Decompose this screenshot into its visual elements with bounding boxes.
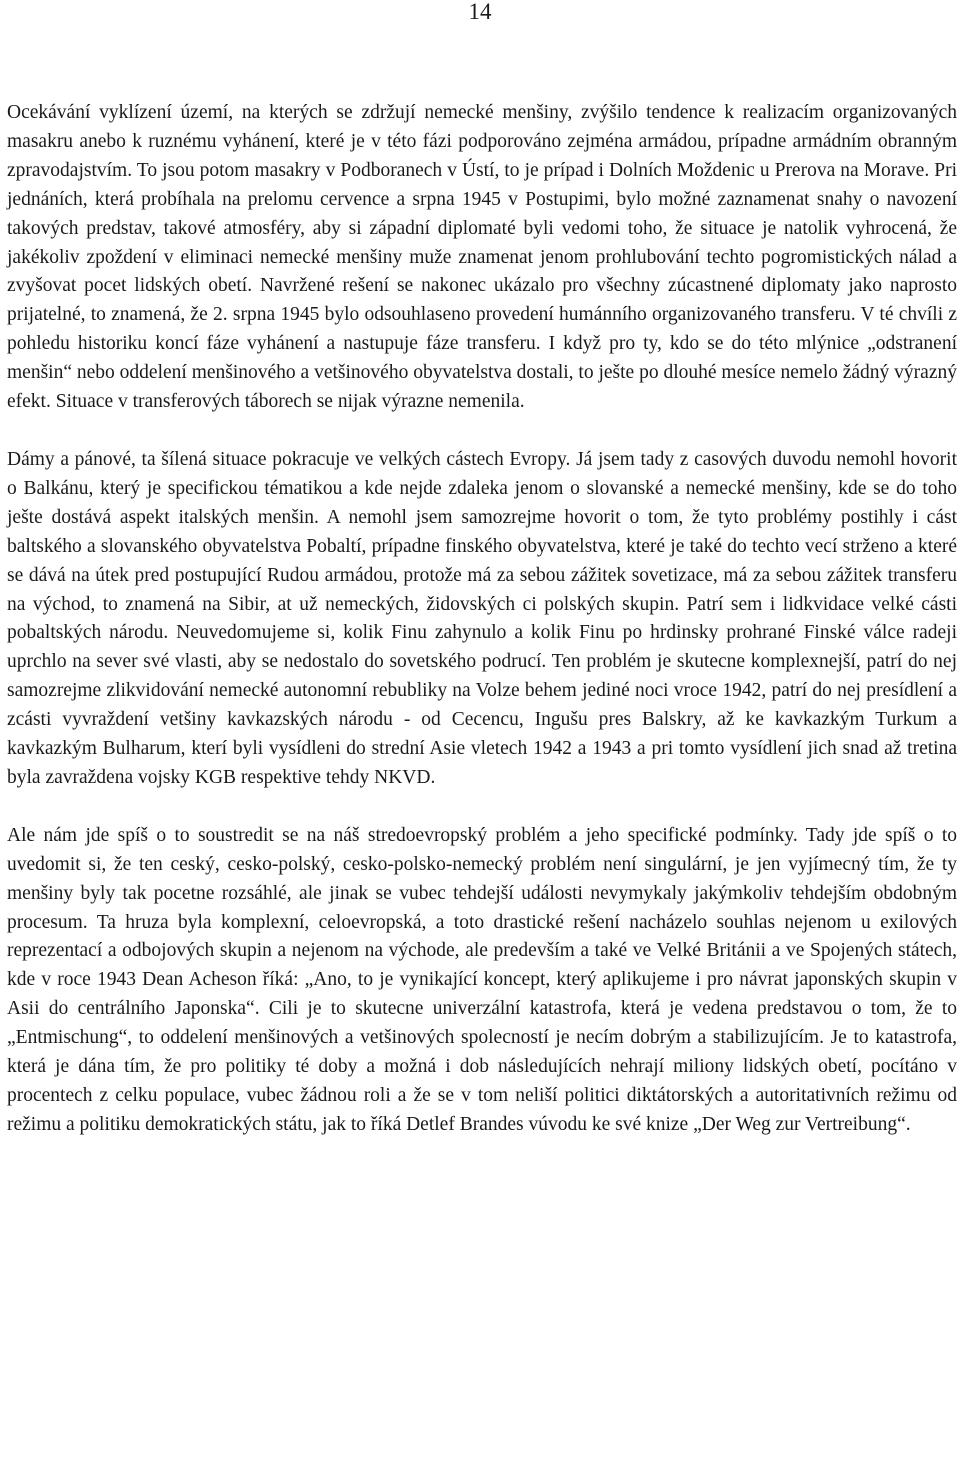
- paragraph-3: Ale nám jde spíš o to soustredit se na náš stredoevropský problém a jeho specifické podmínky. Tady jde spíš o to uvedomit si, že ten ceský, cesko-polský, cesko-polsko-nemecký problém není singulární, je jen vyjímecný tím, že ty menšiny byly tak pocetne rozsáhlé, ale jinak se vubec tehdejší události nevymykaly jakýmkoliv tehdejším obdobným procesum. Ta hruza byla komplexní, celoevropská, a toto drastické rešení nacházelo souhlas nejenom u exilových reprezentací a odbojových skupin a nejenom na východe, ale predevším a také ve Velké Británii a ve Spojených státech, kde v roce 1943 Dean Acheson říká: „Ano, to je vynikající koncept, který aplikujeme i pro návrat japonských skupin v Asii do centrálního Japonska“. Cili je to skutecne univerzální katastrofa, která je vedena predstavou o tom, že to „Entmischung“, to oddelení menšinových a vetšinových spolecností je necím dobrým a stabilizujícím. Je to katastrofa, která je dána tím, že pro politiky té doby a možná i dob následujících nehrají miliony lidských obetí, pocítáno v procentech z celku populace, vubec žádnou roli a že se v tom neliší politici diktátorských a autoritativních režimu od režimu a politiku demokratických státu, jak to říká Detlef Brandes vúvodu ke své knize „Der Weg zur Vertreibung“.: [7, 824, 957, 1135]
- paragraph-2: Dámy a pánové, ta šílená situace pokracuje ve velkých cástech Evropy. Já jsem tady z casových duvodu nemohl hovorit o Balkánu, který je specifickou tématikou a kde nejde zdaleka jenom o slovanské a nemecké menšiny, kde se do toho ješte dostává aspekt italských menšin. A nemohl jsem samozrejme hovorit o tom, že tyto problémy postihly i cást baltského a slovanského obyvatelstva Pobaltí, prípadne finského obyvatelstva, které je také do techto vecí strženo a které se dává na útek pred postupující Rudou armádou, protože má za sebou zážitek sovetizace, má za sebou zážitek transferu na východ, to znamená na Sibir, at už nemeckých, židovských ci polských skupin. Patrí sem i lidkvidace velké cásti pobaltských národu. Neuvedomujeme si, kolik Finu zahynulo a kolik Finu po hrdinsky prohrané Finské válce radeji uprchlo na sever své vlasti, aby se nedostalo do sovetského podrucí. Ten problém je skutecne komplexnejší, patrí do nej samozrejme zlikvidování nemecké autonomní rebubliky na Volze behem jediné noci vroce 1942, patrí do nej presídlení a zcásti vyvraždení vetšiny kavkazských národu - od Cecencu, Ingušu pres Balskry, až ke kavkazkým Turkum a kavkazkým Bulharum, kterí byli vysídleni do strední Asie vletech 1942 a 1943 a pri tomto vysídlení jich snad až tretina byla zavraždena vojsky KGB respektive tehdy NKVD.: [7, 448, 957, 788]
- document-body: [7, 99, 957, 1140]
- paragraph-1: Ocekávání vyklízení území, na kterých se zdržují nemecké menšiny, zvýšilo tendence k realizacím organizovaných masakru anebo k ruznému vyhánení, které je v této fázi podporováno zejména armádou, prípadne armádním obranným zpravodajstvím. To jsou potom masakry v Podboranech v Ústí, to je prípad i Dolních Moždenic u Prerova na Morave. Pri jednáních, která probíhala na prelomu cervence a srpna 1945 v Postupimi, bylo možné zaznamenat snahy o navození takových predstav, takové atmosféry, aby si západní diplomaté byli vedomi toho, že situace je natolik vyhrocená, že jakékoliv zpoždení v eliminaci nemecké menšiny muže znamenat jenom prohlubování techto pogromistických nálad a zvyšovat pocet lidských obetí. Navržené rešení se nakonec ukázalo pro všechny zúcastnené diplomaty jako naprosto prijatelné, to znamená, že 2. srpna 1945 bylo odsouhlaseno provedení humánního organizovaného transferu. V té chvíli z pohledu historiku koncí fáze vyhánení a nastupuje fáze transferu. I když pro ty, kdo se do této mlýnice „odstranení menšin“ nebo oddelení menšinového a vetšinového obyvatelstva dostali, to ješte po dlouhé mesíce nemelo žádný výrazný efekt. Situace v transferových táborech se nijak výrazne nemenila.: [7, 102, 957, 413]
- page-number: 14: [468, 0, 492, 24]
